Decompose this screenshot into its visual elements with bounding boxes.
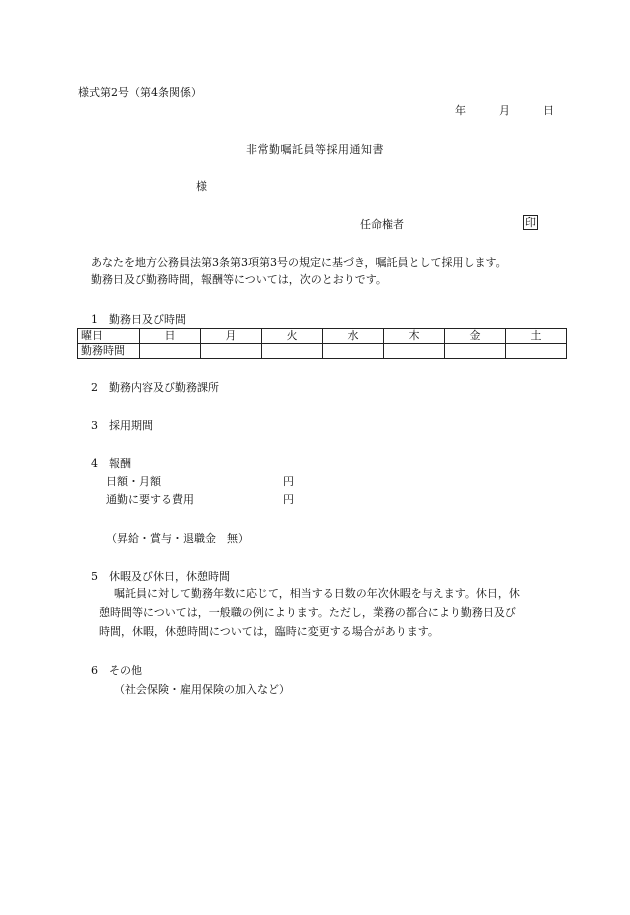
table-row bbox=[78, 344, 567, 359]
work-hours-cell bbox=[323, 344, 384, 359]
seal-mark: 印 bbox=[525, 216, 536, 229]
day-cell: 日 bbox=[140, 329, 201, 344]
pay-item-1-unit: 円 bbox=[283, 475, 294, 488]
day-cell: 水 bbox=[323, 329, 384, 344]
weekday-row-label: 曜日 bbox=[78, 329, 140, 344]
addressee-suffix: 様 bbox=[196, 180, 207, 193]
work-hours-cell bbox=[384, 344, 445, 359]
intro-line-2: 勤務日及び勤務時間，報酬等については，次のとおりです。 bbox=[91, 273, 387, 286]
day-cell: 金 bbox=[445, 329, 506, 344]
date-year-label: 年 bbox=[455, 104, 466, 117]
document-title: 非常勤嘱託員等採用通知書 bbox=[246, 143, 384, 156]
day-cell: 月 bbox=[201, 329, 262, 344]
day-cell: 木 bbox=[384, 329, 445, 344]
work-hours-cell bbox=[445, 344, 506, 359]
section-6-note: （社会保険・雇用保険の加入など） bbox=[114, 683, 290, 696]
date-line bbox=[455, 104, 554, 118]
table-row bbox=[78, 329, 567, 344]
work-hours-cell bbox=[201, 344, 262, 359]
date-month-label: 月 bbox=[499, 104, 510, 117]
date-day-label: 日 bbox=[543, 104, 554, 117]
pay-item-2-unit: 円 bbox=[283, 493, 294, 506]
section-5-heading: 5 休暇及び休日，休憩時間 bbox=[91, 570, 230, 583]
work-hours-row-label: 勤務時間 bbox=[78, 344, 140, 359]
section-1-heading: 1 勤務日及び時間 bbox=[91, 313, 186, 326]
form-number: 様式第2号（第4条関係） bbox=[78, 86, 202, 99]
section-5-line-1: 嘱託員に対して勤務年数に応じて，相当する日数の年次休暇を与えます。休日，休 bbox=[114, 587, 520, 600]
section-5-line-2: 憩時間等については，一般職の例によります。ただし，業務の都合により勤務日及び bbox=[99, 606, 516, 619]
section-2-heading: 2 勤務内容及び勤務課所 bbox=[91, 381, 219, 394]
work-hours-cell bbox=[262, 344, 323, 359]
intro-line-1: あなたを地方公務員法第3条第3項第3号の規定に基づき，嘱託員として採用します。 bbox=[91, 256, 507, 269]
pay-note: （昇給・賞与・退職金 無） bbox=[106, 532, 249, 545]
day-cell: 火 bbox=[262, 329, 323, 344]
section-5-line-3: 時間，休暇，休憩時間については，臨時に変更する場合があります。 bbox=[99, 625, 439, 638]
day-cell: 土 bbox=[506, 329, 567, 344]
appointer-label: 任命権者 bbox=[360, 218, 404, 231]
work-hours-cell bbox=[140, 344, 201, 359]
work-hours-cell bbox=[506, 344, 567, 359]
pay-item-2-label: 通勤に要する費用 bbox=[106, 493, 194, 506]
schedule-table bbox=[77, 328, 567, 359]
section-4-heading: 4 報酬 bbox=[91, 457, 131, 470]
pay-item-1-label: 日額・月額 bbox=[106, 475, 161, 488]
section-3-heading: 3 採用期間 bbox=[91, 419, 153, 432]
section-6-heading: 6 その他 bbox=[91, 664, 142, 677]
